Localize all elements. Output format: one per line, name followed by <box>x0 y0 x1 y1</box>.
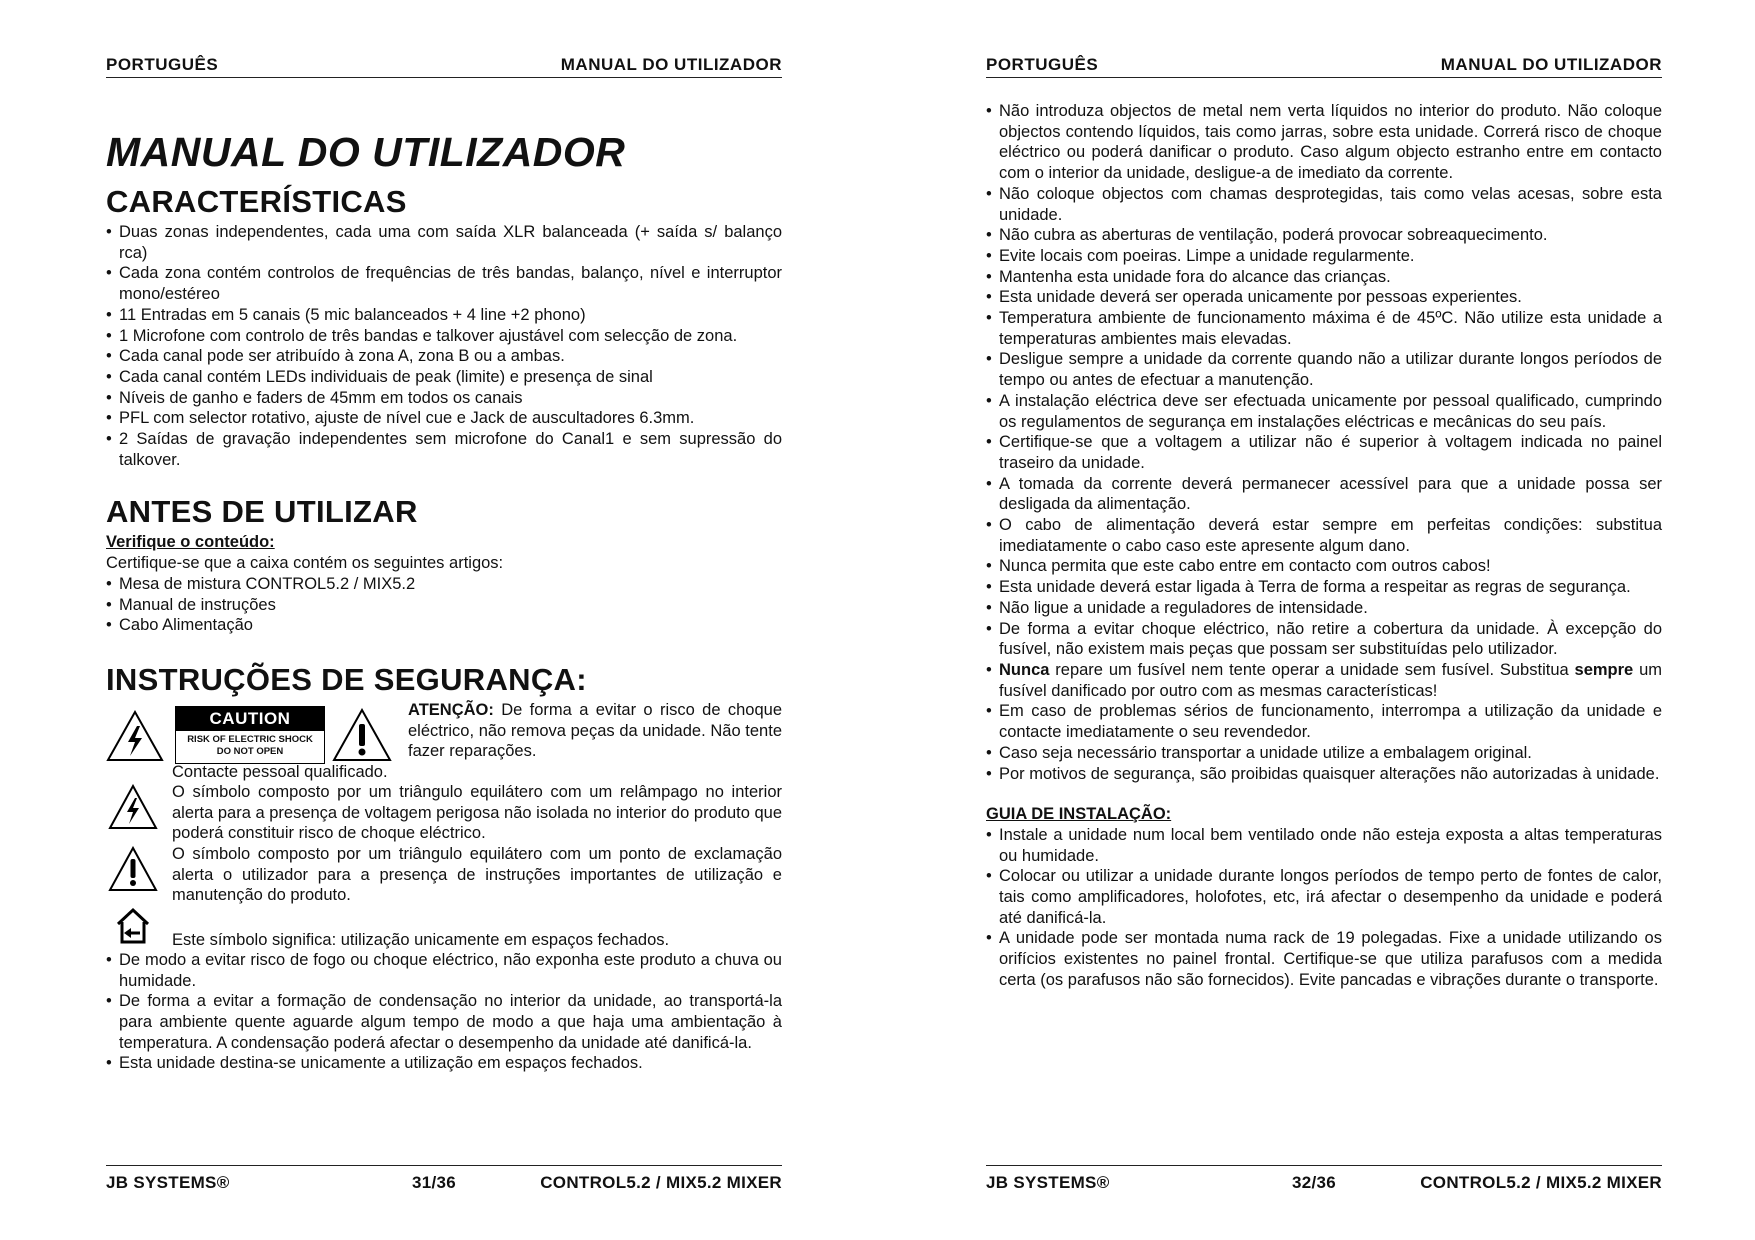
list-item <box>986 660 1662 701</box>
header-title: MANUAL DO UTILIZADOR <box>560 55 782 74</box>
fuse-text: repare um fusível nem tente operar a unidade sem fusível. Substitua <box>1049 660 1575 679</box>
list-item: • Mantenha esta unidade fora do alcance das crianças. <box>986 267 1662 288</box>
attention-text <box>408 700 782 762</box>
features-list <box>106 222 782 470</box>
list-item: • Não cubra as aberturas de ventilação, poderá provocar sobreaquecimento. <box>986 225 1662 246</box>
install-list <box>986 825 1662 991</box>
footer-product: CONTROL5.2 / MIX5.2 MIXER <box>1420 1173 1662 1192</box>
safety-list <box>986 101 1662 784</box>
before-use-heading: ANTES DE UTILIZAR <box>106 494 418 530</box>
attention-label: ATENÇÃO: <box>408 700 494 719</box>
lightning-warning-icon <box>108 784 158 830</box>
list-item: • Duas zonas independentes, cada uma com saída XLR balanceada (+ saída s/ balanço rca) <box>106 222 782 263</box>
safety-list <box>106 950 782 1074</box>
list-item: • Não ligue a unidade a reguladores de intensidade. <box>986 598 1662 619</box>
caution-label <box>175 706 325 764</box>
list-item: • Colocar ou utilizar a unidade durante longos períodos de tempo perto de fontes de calor, tais como amplificadores, holofotes, etc, irá afectar o desempenho da unidade e poderá até danificá-la. <box>986 866 1662 928</box>
list-item: • Não coloque objectos com chamas desprotegidas, tais como velas acesas, sobre esta unidade. <box>986 184 1662 225</box>
manual-title: MANUAL DO UTILIZADOR <box>106 129 626 175</box>
list-item: • Instale a unidade num local bem ventilado onde não esteja exposta a altas temperaturas ou humidade. <box>986 825 1662 866</box>
footer-brand: JB SYSTEMS® <box>986 1173 1110 1192</box>
list-item: • Esta unidade destina-se unicamente a utilização em espaços fechados. <box>106 1053 782 1074</box>
right-page <box>986 0 1662 1240</box>
left-page <box>106 0 782 1240</box>
header-language: PORTUGUÊS <box>106 55 219 74</box>
list-item: • Certifique-se que a voltagem a utilizar não é superior à voltagem indicada no painel traseiro da unidade. <box>986 432 1662 473</box>
verify-intro: Certifique-se que a caixa contém os seguintes artigos: <box>106 554 504 573</box>
list-item: • Não introduza objectos de metal nem verta líquidos no interior do produto. Não coloque objectos contendo líquidos, tais como jarras, sobre esta unidade. Correrá risco de choque eléctrico ou poderá danificar o produto. Caso algum objecto estranho entre em contacto com o interior da unidade, desligue-a de imediato da corrente. <box>986 101 1662 184</box>
fuse-bold: sempre <box>1574 660 1634 679</box>
indoor-use-icon <box>114 906 152 946</box>
list-item: • Manual de instruções <box>106 595 782 616</box>
header-language: PORTUGUÊS <box>986 55 1099 74</box>
exclamation-symbol-text: O símbolo composto por um triângulo equilátero com um ponto de exclamação alerta o utilizador para a presença de instruções importantes de utilização e manutenção do produto. <box>172 844 782 905</box>
safety-symbols <box>106 700 782 950</box>
list-item: • Mesa de mistura CONTROL5.2 / MIX5.2 <box>106 574 782 595</box>
verify-subheading: Verifique o conteúdo: <box>106 533 275 552</box>
attention-body: De forma a evitar o risco de choque eléctrico, não remova peças da unidade. Não tente fazer reparações. <box>408 700 782 761</box>
list-item: • Esta unidade deverá ser operada unicamente por pessoas experientes. <box>986 287 1662 308</box>
features-heading: CARACTERÍSTICAS <box>106 184 407 219</box>
list-item: • Cada canal contém LEDs individuais de peak (limite) e presença de sinal <box>106 367 782 388</box>
fuse-text: um fusível danificado por outro com as mesmas características! <box>999 660 1662 700</box>
lightning-symbol-text: O símbolo composto por um triângulo equilátero com um relâmpago no interior alerta para a presença de voltagem perigosa não isolada no interior do produto que poderá constituir risco de choque eléctrico. <box>172 782 782 843</box>
list-item: • Evite locais com poeiras. Limpe a unidade regularmente. <box>986 246 1662 267</box>
list-item: • Temperatura ambiente de funcionamento máxima é de 45ºC. Não utilize esta unidade a temperaturas ambientes mais elevadas. <box>986 308 1662 349</box>
list-item: • Desligue sempre a unidade da corrente quando não a utilizar durante longos períodos de tempo ou antes de efectuar a manutenção. <box>986 349 1662 390</box>
page-header <box>986 55 1662 78</box>
list-item: • De modo a evitar risco de fogo ou choque eléctrico, não exponha este produto a chuva ou humidade. <box>106 950 782 991</box>
caution-line: RISK OF ELECTRIC SHOCK <box>187 733 313 745</box>
list-item: • Esta unidade deverá estar ligada à Terra de forma a respeitar as regras de segurança. <box>986 577 1662 598</box>
list-item: • 1 Microfone com controlo de três bandas e talkover ajustável com selecção de zona. <box>106 326 782 347</box>
indoor-symbol-text: Este símbolo significa: utilização unicamente em espaços fechados. <box>172 930 670 949</box>
exclamation-warning-icon <box>108 846 158 892</box>
list-item: • Nunca permita que este cabo entre em contacto com outros cabos! <box>986 556 1662 577</box>
safety-heading: INSTRUÇÕES DE SEGURANÇA: <box>106 661 587 697</box>
right-content <box>986 101 1662 991</box>
caution-title: CAUTION <box>176 707 324 731</box>
header-title: MANUAL DO UTILIZADOR <box>1440 55 1662 74</box>
list-item: • De forma a evitar a formação de condensação no interior da unidade, ao transportá-la para ambiente quente aguarde algum tempo de modo a que haja uma ambientação à temperatura. A condensação poderá afectar o desempenho da unidade até danificá-la. <box>106 991 782 1053</box>
list-item: • 11 Entradas em 5 canais (5 mic balanceados + 4 line +2 phono) <box>106 305 782 326</box>
install-heading: GUIA DE INSTALAÇÃO: <box>986 805 1172 824</box>
page-header <box>106 55 782 78</box>
page-footer <box>106 1165 782 1197</box>
fuse-bold: Nunca <box>999 660 1050 679</box>
list-item: • De forma a evitar choque eléctrico, não retire a cobertura da unidade. À excepção do fusível, não existem mais peças que possam ser substituídas pelo utilizador. <box>986 619 1662 660</box>
footer-product: CONTROL5.2 / MIX5.2 MIXER <box>540 1173 782 1192</box>
list-item: • PFL com selector rotativo, ajuste de nível cue e Jack de auscultadores 6.3mm. <box>106 408 782 429</box>
lightning-warning-icon <box>106 710 164 762</box>
list-item: • Cada zona contém controlos de frequências de três bandas, balanço, nível e interruptor mono/estéreo <box>106 263 782 304</box>
list-item: • Cabo Alimentação <box>106 615 782 636</box>
list-item: • Cada canal pode ser atribuído à zona A, zona B ou a ambas. <box>106 346 782 367</box>
list-item: • A tomada da corrente deverá permanecer acessível para que a unidade possa ser desligada da alimentação. <box>986 474 1662 515</box>
list-item: • Por motivos de segurança, são proibidas quaisquer alterações não autorizadas à unidade. <box>986 764 1662 785</box>
list-item: • A unidade pode ser montada numa rack de 19 polegadas. Fixe a unidade utilizando os orifícios existentes no painel frontal. Certifique-se que utiliza parafusos com a medida certa (os parafusos não são fornecidos). Evite pancadas e vibrações durante o transporte. <box>986 928 1662 990</box>
page-number: 31/36 <box>412 1173 457 1192</box>
exclamation-warning-icon <box>332 708 392 762</box>
contact-text: Contacte pessoal qualificado. <box>172 762 388 781</box>
left-content <box>106 128 782 1074</box>
list-item: • Em caso de problemas sérios de funcionamento, interrompa a utilização da unidade e contacte imediatamente o seu revendedor. <box>986 701 1662 742</box>
page-number: 32/36 <box>1292 1173 1337 1192</box>
page-footer <box>986 1165 1662 1197</box>
list-item: • 2 Saídas de gravação independentes sem microfone do Canal1 e sem supressão do talkover. <box>106 429 782 470</box>
list-item: • Caso seja necessário transportar a unidade utilize a embalagem original. <box>986 743 1662 764</box>
caution-line: DO NOT OPEN <box>216 745 284 757</box>
list-item: • A instalação eléctrica deve ser efectuada unicamente por pessoal qualificado, cumprindo os regulamentos de segurança em instalações eléctricas e mecânicas do seu país. <box>986 391 1662 432</box>
verify-list <box>106 574 782 636</box>
list-item: • Níveis de ganho e faders de 45mm em todos os canais <box>106 388 782 409</box>
footer-brand: JB SYSTEMS® <box>106 1173 230 1192</box>
list-item: • O cabo de alimentação deverá estar sempre em perfeitas condições: substitua imediatamente o cabo caso este apresente algum dano. <box>986 515 1662 556</box>
